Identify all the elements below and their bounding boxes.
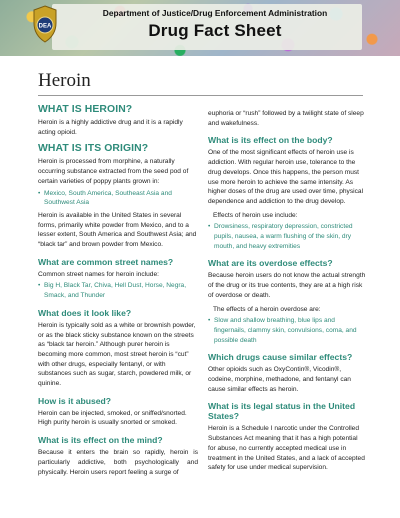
heading-what-is-heroin: WHAT IS HEROIN? <box>38 104 133 115</box>
origin-text-2: Heroin is available in the United States in several forms, primarily white powder from Mexico, and to a lesser extent, South America and Southwest Asia; and “black tar” and brown powder from Mexico. <box>38 211 197 249</box>
body-effect-text: One of the most significant effects of heroin use is addiction. With regular heroin use, tolerance to the drug develops. Once this happens, the person must use more heroin to achieve the same intensity. As higher doses of the drug are used over time, physical dependence and addiction to the drug develop. <box>208 149 364 205</box>
heading-abused: How is it abused? <box>38 395 112 406</box>
street-names-list <box>38 281 198 300</box>
heading-overdose: What are its overdose effects? <box>208 258 333 269</box>
svg-text:DEA: DEA <box>38 23 52 30</box>
agency-name: Department of Justice/Drug Enforcement Administration <box>102 8 328 18</box>
list-item: • Big H, Black Tar, Chiva, Hell Dust, Horse, Negra, Smack, and Thunder <box>38 281 198 300</box>
page-title: Heroin <box>38 70 91 91</box>
heading-origin: WHAT IS ITS ORIGIN? <box>38 143 149 155</box>
body-effect-list <box>208 222 366 251</box>
heading-mind-effect: What is its effect on the mind? <box>38 435 163 446</box>
abused-text: Heroin can be injected, smoked, or sniffed/snorted. High purity heroin is usually snorted or smoked. <box>38 409 187 427</box>
heading-legal-status: What is its legal status in the United States? <box>208 401 356 422</box>
list-item: • Mexico, South America, Southeast Asia and Southwest Asia <box>38 189 198 208</box>
title-divider <box>38 95 363 96</box>
overdose-text: Because heroin users do not know the actual strength of the drug or its true contents, they are at a high risk of overdose or death. <box>208 272 366 299</box>
dea-seal-icon <box>30 5 60 45</box>
heading-street-names: What are common street names? <box>38 256 174 267</box>
legal-status-text: Heroin is a Schedule I narcotic under the Controlled Substances Act meaning that it has a high potential for abuse, no currently accepted medical use in treatment in the United States, and a lack of accepted safety for use under medical supervision. <box>208 425 365 472</box>
overdose-list <box>208 316 366 345</box>
body-effect-text-2: Effects of heroin use include: <box>213 211 298 219</box>
look-text: Heroin is typically sold as a white or brownish powder, or as the black sticky substance known on the streets as “black tar heroin.” Although purer heroin is becoming more common, most street heroin is “cut” with other drugs, especially fentanyl, or with substances such as sugar, starch, powdered milk, or quinine. <box>38 321 196 388</box>
right-column <box>208 109 366 473</box>
sheet-title: Drug Fact Sheet <box>148 21 282 40</box>
similar-drugs-text: Other opioids such as OxyContin®, Vicodin®, codeine, morphine, methadone, and fentanyl can cause similar effects as heroin. <box>208 366 351 393</box>
list-item: • Drowsiness, respiratory depression, constricted pupils, nausea, a warm flushing of the skin, dry mouth, and heavy extremities <box>208 222 366 251</box>
list-item: • Slow and shallow breathing, blue lips and fingernails, clammy skin, convulsions, coma, and possible death <box>208 316 366 345</box>
heading-similar-drugs: Which drugs cause similar effects? <box>208 352 353 363</box>
overdose-text-2: The effects of a heroin overdose are: <box>213 305 321 313</box>
street-names-text: Common street names for heroin include: <box>38 270 159 278</box>
what-is-heroin-text: Heroin is a highly addictive drug and it is a rapidly acting opioid. <box>38 119 183 136</box>
header-banner <box>0 0 400 56</box>
mind-effect-text: Because it enters the brain so rapidly, heroin is particularly addictive, both psychologically and physically. Heroin users report feeling a surge of <box>38 449 198 476</box>
origin-text: Heroin is processed from morphine, a naturally occurring substance extracted from the seed pod of certain varieties of poppy plants grown in: <box>38 158 189 185</box>
heading-body-effect: What is its effect on the body? <box>208 135 333 146</box>
left-column <box>38 104 198 477</box>
mind-effect-continued: euphoria or “rush” followed by a twilight state of sleep and wakefulness. <box>208 110 364 127</box>
origin-list <box>38 189 198 208</box>
heading-look: What does it look like? <box>38 307 132 318</box>
